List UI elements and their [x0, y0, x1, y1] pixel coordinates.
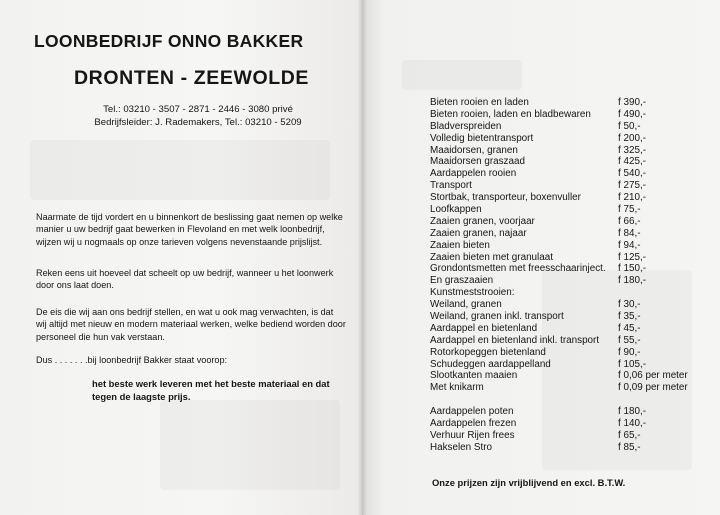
price-row: [430, 192, 720, 204]
price-row: [430, 406, 720, 418]
service-price: f 90,-: [618, 346, 641, 358]
service-price: f 45,-: [618, 322, 641, 334]
service-name: Maaidorsen graszaad: [430, 156, 525, 168]
show-through-shadow: [30, 140, 330, 200]
show-through-shadow: [160, 400, 340, 490]
service-name: Aardappel en bietenland: [430, 322, 538, 334]
service-name: Zaaien granen, voorjaar: [430, 215, 535, 227]
page-fold: [358, 0, 366, 515]
price-row: [430, 180, 720, 192]
price-list-group: [430, 97, 720, 394]
service-price: f 35,-: [618, 311, 641, 323]
contact-info: [88, 104, 308, 129]
price-row: [430, 240, 720, 252]
service-price: f 180,-: [618, 406, 646, 418]
slogan: het beste werk leveren met het beste materiaal en dat tegen de laagste prijs.: [92, 378, 330, 402]
service-name: En graszaaien: [430, 275, 494, 287]
price-row: [430, 168, 720, 180]
show-through-shadow: [402, 60, 522, 90]
service-price: f 66,-: [618, 215, 641, 227]
service-price: f 55,-: [618, 334, 641, 346]
intro-paragraph: Reken eens uit hoeveel dat scheelt op uw bedrijf, wanneer u het loonwerk door ons laat doen.: [36, 268, 334, 291]
price-row: [430, 275, 720, 287]
service-price: f 210,-: [618, 192, 646, 204]
price-row: [430, 216, 720, 228]
service-price: f 125,-: [618, 251, 646, 263]
price-row: [430, 145, 720, 157]
service-name: Zaaien bieten met granulaat: [430, 251, 553, 263]
service-name: Stortbak, transporteur, boxenvuller: [430, 192, 581, 204]
service-price: f 94,-: [618, 239, 641, 251]
service-name: Weiland, granen inkl. transport: [430, 311, 564, 323]
service-price: f 180,-: [618, 275, 646, 287]
service-price: f 85,-: [618, 441, 641, 453]
service-name: Maaidorsen, granen: [430, 144, 518, 156]
service-name: Zaaien bieten: [430, 239, 490, 251]
price-row: [430, 311, 720, 323]
service-name: Transport: [430, 180, 472, 192]
manager-line: Bedrijfsleider: J. Rademakers, Tel.: 03210 - 5209: [94, 116, 302, 128]
service-price: f 140,-: [618, 418, 646, 430]
price-row: [430, 97, 720, 109]
service-name: Loofkappen: [430, 204, 482, 216]
price-row: [430, 299, 720, 311]
service-name: Bieten rooien en laden: [430, 97, 529, 108]
price-row: [430, 323, 720, 335]
price-footnote: Onze prijzen zijn vrijblijvend en excl. B.T.W.: [432, 477, 626, 488]
service-name: Zaaien granen, najaar: [430, 227, 527, 239]
service-price: f 390,-: [618, 97, 646, 108]
price-row: [430, 204, 720, 216]
price-list-group: [430, 406, 720, 454]
price-row: [430, 442, 720, 454]
service-price: f 150,-: [618, 263, 646, 275]
service-name: Slootkanten maaien: [430, 370, 518, 382]
service-price: f 490,-: [618, 108, 646, 120]
price-row: [430, 430, 720, 442]
service-name: Kunstmeststrooien:: [430, 287, 515, 299]
intro-paragraph: Dus . . . . . . .bij loonbedrijf Bakker staat voorop:: [36, 355, 228, 365]
service-price: f 65,-: [618, 429, 641, 441]
service-name: Met knikarm: [430, 382, 484, 394]
service-price: f 30,-: [618, 299, 641, 311]
service-name: Volledig bietentransport: [430, 132, 534, 144]
service-name: Bladverspreiden: [430, 120, 502, 132]
company-location: DRONTEN - ZEEWOLDE: [74, 67, 310, 89]
price-row: [430, 359, 720, 371]
service-name: Aardappelen frezen: [430, 418, 517, 430]
list-gap: [430, 394, 720, 406]
service-name: Aardappelen poten: [430, 406, 514, 418]
price-row: [430, 287, 720, 299]
price-row: [430, 133, 720, 145]
service-price: f 105,-: [618, 358, 646, 370]
service-price: f 200,-: [618, 132, 646, 144]
service-name: Rotorkopeggen bietenland: [430, 346, 546, 358]
service-name: Bieten rooien, laden en bladbewaren: [430, 108, 591, 120]
service-price: f 275,-: [618, 180, 646, 192]
service-price: f 50,-: [618, 120, 641, 132]
service-price: f 540,-: [618, 168, 646, 180]
price-list: [430, 97, 720, 454]
service-name: Hakselen Stro: [430, 441, 493, 453]
price-row: [430, 121, 720, 133]
price-row: [430, 382, 720, 394]
intro-paragraph: Naarmate de tijd vordert en u binnenkort de beslissing gaat nemen op welke manier u uw bedrijf gaat bewerken in Flevoland en met welk loonbedrijf, wijzen wij u nogmaals op onze tarieven volgens nevenstaande prijslijst.: [36, 212, 343, 247]
service-price: f 84,-: [618, 227, 641, 239]
company-name: LOONBEDRIJF ONNO BAKKER: [34, 31, 304, 51]
service-name: Aardappel en bietenland inkl. transport: [430, 334, 600, 346]
price-row: [430, 347, 720, 359]
service-name: Weiland, granen: [430, 299, 502, 311]
service-name: Grondontsmetten met freesschaarinject.: [430, 263, 606, 275]
price-row: [430, 418, 720, 430]
service-price: f 325,-: [618, 144, 646, 156]
price-row: [430, 109, 720, 121]
price-row: [430, 252, 720, 264]
price-row: [430, 263, 720, 275]
service-name: Schudeggen aardappelland: [430, 358, 551, 370]
intro-paragraph: De eis die wij aan ons bedrijf stellen, en wat u ook mag verwachten, is dat wij altijd met nieuw en modern materiaal werken, welke bediend worden door personeel die hun vak verstaan.: [36, 307, 346, 342]
price-row: [430, 335, 720, 347]
service-name: Aardappelen rooien: [430, 168, 517, 180]
service-price: f 75,-: [618, 204, 641, 216]
service-name: Verhuur Rijen frees: [430, 429, 515, 441]
price-row: [430, 228, 720, 240]
service-price: f 425,-: [618, 156, 646, 168]
price-row: [430, 370, 720, 382]
price-row: [430, 156, 720, 168]
service-price: f 0,09 per meter: [618, 382, 688, 394]
phone-line: Tel.: 03210 - 3507 - 2871 - 2446 - 3080 privé: [103, 104, 293, 115]
service-price: f 0,06 per meter: [618, 370, 688, 382]
